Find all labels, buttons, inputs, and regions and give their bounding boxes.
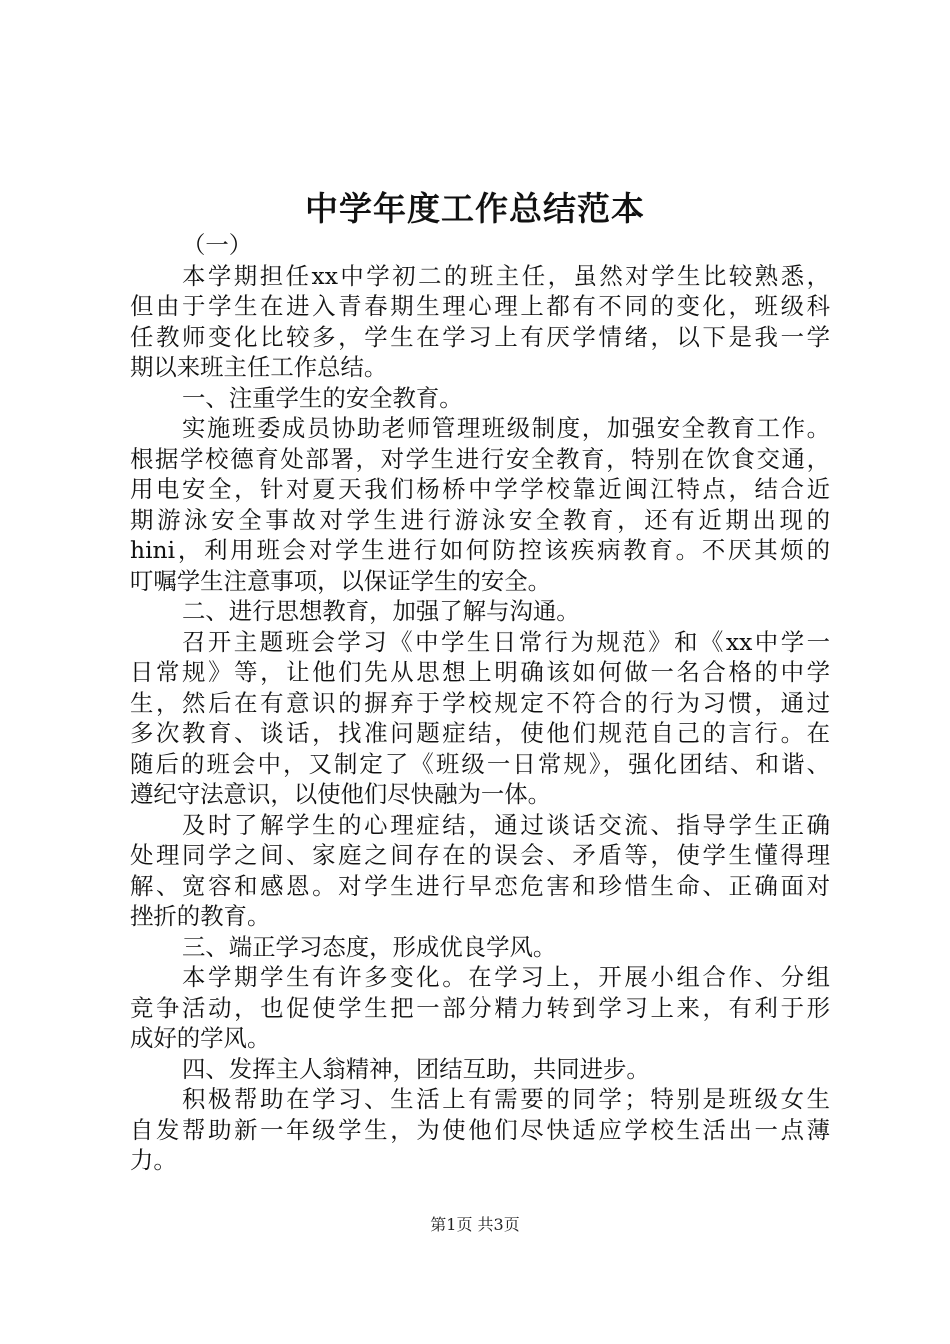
body-line: 实施班委成员协助老师管理班级制度，加强安全教育工作。: [182, 414, 830, 442]
document-body: [130, 230, 830, 1176]
body-line: （一）: [182, 231, 253, 259]
body-line: 随后的班会中，又制定了《班级一日常规》，强化团结、和谐、: [130, 749, 830, 778]
body-line: 但由于学生在进入青春期生理心理上都有不同的变化，班级科: [130, 292, 830, 320]
body-line: 多次教育、谈话，找准问题症结，使他们规范自己的言行。在: [130, 719, 830, 747]
body-line: 积极帮助在学习、生活上有需要的同学；特别是班级女生: [182, 1085, 830, 1113]
body-line: 成好的学风。: [130, 1024, 271, 1052]
body-line: 一、注重学生的安全教育。: [182, 383, 463, 412]
body-line: 用电安全，针对夏天我们杨桥中学学校靠近闽江特点，结合近: [130, 475, 830, 503]
body-line: 三、端正学习态度，形成优良学风。: [182, 932, 557, 961]
body-line: 挫折的教育。: [130, 902, 271, 930]
body-line: 召开主题班会学习《中学生日常行为规范》和《xx中学一: [182, 627, 830, 656]
body-line: 处理同学之间、家庭之间存在的误会、矛盾等，使学生懂得理: [130, 841, 830, 869]
body-line: 力。: [130, 1146, 177, 1174]
body-line: hini，利用班会对学生进行如何防控该疾病教育。不厌其烦的: [130, 536, 830, 564]
body-line: 自发帮助新一年级学生，为使他们尽快适应学校生活出一点薄: [130, 1115, 830, 1144]
body-line: 期游泳安全事故对学生进行游泳安全教育，还有近期出现的: [130, 505, 830, 534]
body-line: 生，然后在有意识的摒弃于学校规定不符合的行为习惯，通过: [130, 688, 830, 717]
body-line: 叮嘱学生注意事项，以保证学生的安全。: [130, 566, 552, 595]
body-line: 任教师变化比较多，学生在学习上有厌学情绪，以下是我一学: [130, 322, 830, 351]
body-line: 本学期学生有许多变化。在学习上，开展小组合作、分组: [182, 963, 830, 991]
body-line: 竞争活动，也促使学生把一部分精力转到学习上来，有利于形: [130, 993, 830, 1022]
body-line: 二、进行思想教育，加强了解与沟通。: [182, 597, 580, 625]
body-line: 解、宽容和感恩。对学生进行早恋危害和珍惜生命、正确面对: [130, 871, 830, 900]
body-line: 遵纪守法意识，以使他们尽快融为一体。: [130, 780, 552, 808]
body-line: 及时了解学生的心理症结，通过谈话交流、指导学生正确: [182, 810, 830, 839]
body-line: 本学期担任xx中学初二的班主任，虽然对学生比较熟悉，: [182, 261, 830, 290]
body-line: 日常规》等，让他们先从思想上明确该如何做一名合格的中学: [130, 658, 830, 686]
body-line: 期以来班主任工作总结。: [130, 353, 388, 381]
document-title: 中学年度工作总结范本: [305, 189, 645, 228]
page-footer: 第1页 共3页: [430, 1215, 520, 1234]
body-line: 四、发挥主人翁精神，团结互助，共同进步。: [182, 1054, 650, 1083]
body-line: 根据学校德育处部署，对学生进行安全教育，特别在饮食交通，: [130, 444, 830, 473]
